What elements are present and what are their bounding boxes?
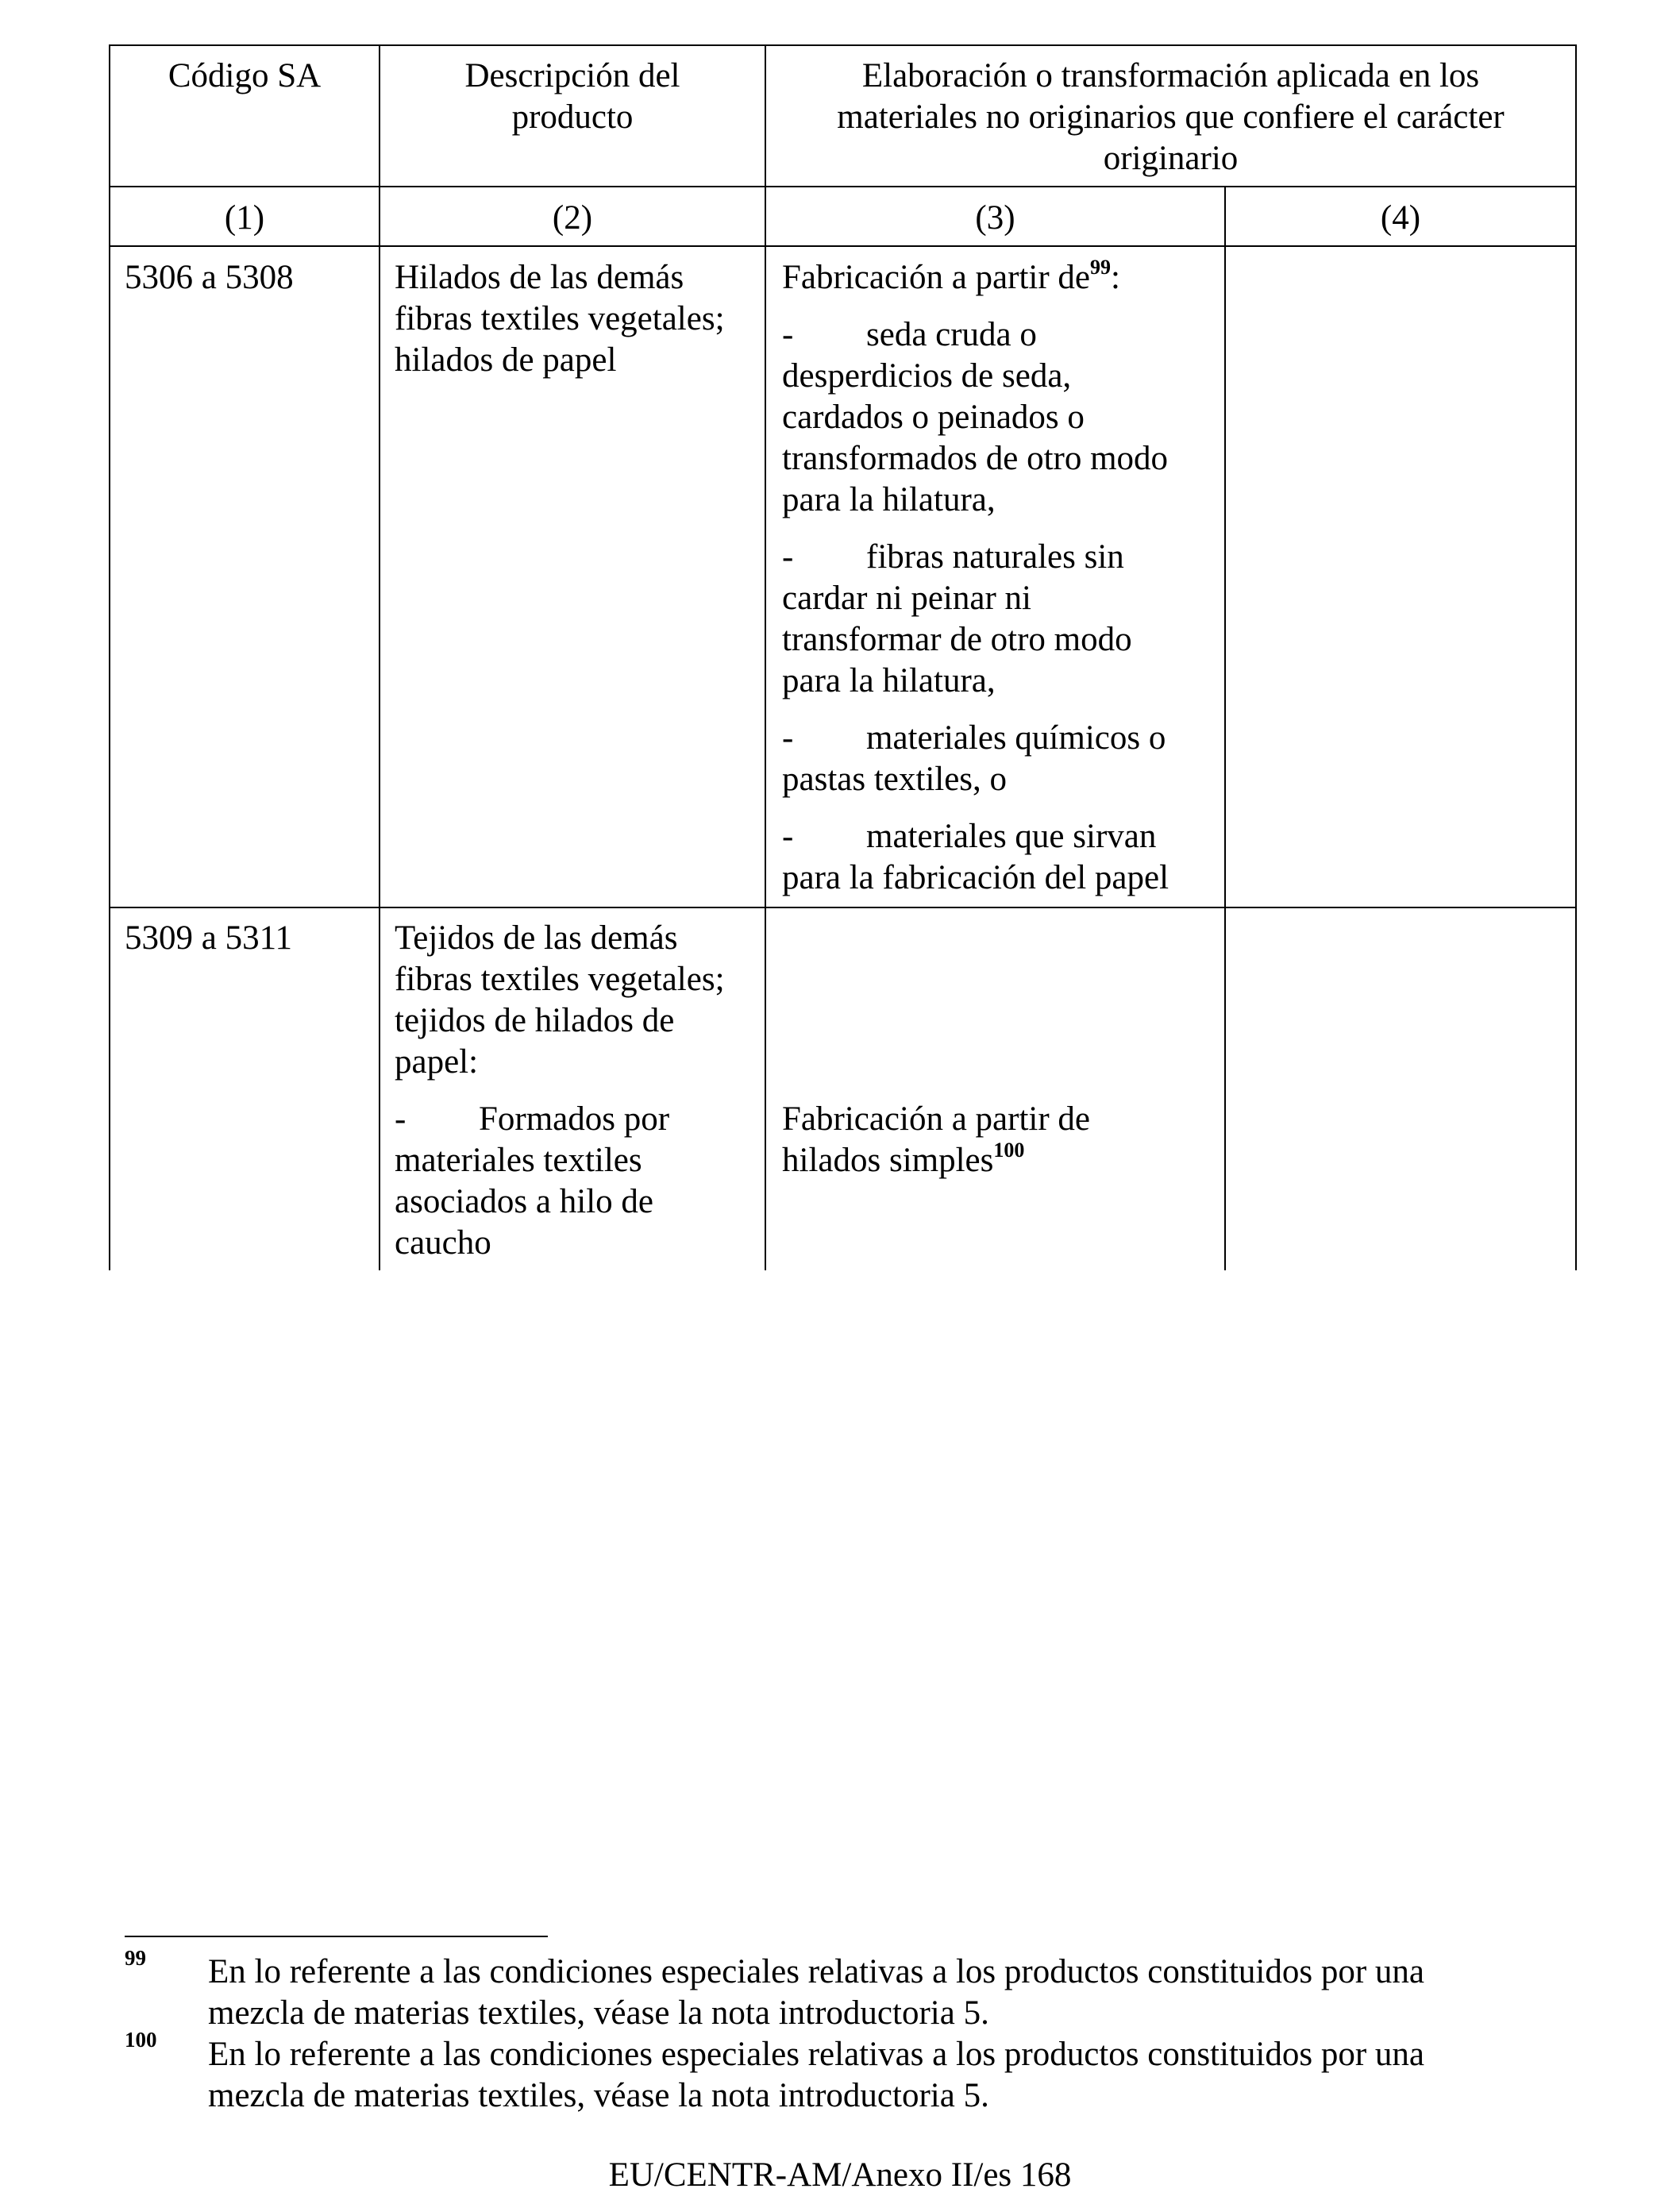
dash-marker: - [782, 538, 794, 576]
row1-desc-line2: fibras textiles vegetales; [395, 300, 725, 337]
row2-desc-line4: papel: [395, 1043, 479, 1081]
row2-rule-line2-wrap [782, 1140, 1090, 1181]
footnote-separator [125, 1936, 548, 1937]
header-col1-text: Código SA [168, 57, 322, 94]
row2-description [395, 918, 725, 1264]
col3-col4-divider [1224, 186, 1226, 1270]
row1-rule-intro-colon: : [1111, 259, 1120, 296]
footnote-99-line2: mezcla de materias textiles, véase la nota introductoria 5. [208, 1994, 989, 2032]
dash-marker: - [782, 818, 794, 855]
dash-marker: - [395, 1100, 407, 1138]
footnote-100-line1: En lo referente a las condiciones especiales relativas a los productos constituidos por una [208, 2036, 1424, 2073]
header-col3-line1: Elaboración o transformación aplicada en los [861, 57, 1480, 94]
footnote-100-number: 100 [125, 2028, 157, 2052]
row1-rule-item4-line2: para la fabricación del papel [782, 859, 1169, 896]
row1-rule-item-4 [782, 816, 1169, 899]
row1-description [395, 257, 725, 381]
row1-rule-item4-first: materiales que sirvan [866, 818, 1157, 855]
row1-rule [782, 257, 1169, 899]
row1-rule-item2-first: fibras naturales sin [866, 538, 1124, 576]
row1-rule-item1-line2: desperdicios de seda, [782, 357, 1072, 395]
row1-rule-item-2 [782, 537, 1169, 702]
row2-rule-line1: Fabricación a partir de [782, 1100, 1091, 1138]
row2-desc-line2: fibras textiles vegetales; [395, 961, 725, 998]
footnote-100-text [208, 2034, 1424, 2117]
row2-rule-line2: hilados simples [782, 1142, 994, 1179]
row1-rule-intro [782, 257, 1169, 299]
row1-desc-line3: hilados de papel [395, 341, 617, 379]
row1-rule-item1-line4: transformados de otro modo [782, 440, 1169, 477]
row1-bottom-border [109, 907, 1577, 908]
dash-marker: - [782, 316, 794, 353]
row1-rule-item1-line5: para la hilatura, [782, 481, 996, 518]
dash-marker: - [782, 719, 794, 757]
header-descripcion [380, 56, 765, 138]
footnote-100-line2: mezcla de materias textiles, véase la nota introductoria 5. [208, 2077, 989, 2114]
row2-sub-first: Formados por [479, 1100, 670, 1138]
row1-rule-item2-line4: para la hilatura, [782, 662, 996, 699]
col-number-4: (4) [1380, 199, 1421, 237]
header-bottom-border [109, 186, 1577, 187]
table-right-border [1575, 44, 1577, 1270]
page-footer: EU/CENTR-AM/Anexo II/es 168 [608, 2156, 1072, 2194]
row1-rule-item3-first: materiales químicos o [866, 719, 1166, 757]
row1-rule-item2-line3: transformar de otro modo [782, 621, 1132, 658]
row1-rule-intro-text: Fabricación a partir de [782, 259, 1091, 296]
col-number-1: (1) [224, 199, 265, 237]
row2-rule [782, 1099, 1090, 1181]
row1-rule-item1-first: seda cruda o [866, 316, 1037, 353]
footnote-99-line1: En lo referente a las condiciones especiales relativas a los productos constituidos por una [208, 1953, 1424, 1990]
header-elaboracion [766, 56, 1575, 179]
footnote-ref-99[interactable]: 99 [1090, 256, 1112, 279]
row1-rule-item2-line2: cardar ni peinar ni [782, 580, 1031, 617]
numbers-bottom-border [109, 245, 1577, 247]
row1-code: 5306 a 5308 [125, 259, 294, 296]
row2-code: 5309 a 5311 [125, 919, 292, 957]
header-col2-line1: Descripción del [464, 57, 680, 94]
header-col3-line2: materiales no originarios que confiere el carácter [837, 98, 1505, 136]
row2-desc-line3: tejidos de hilados de [395, 1002, 675, 1039]
footnote-99-number: 99 [125, 1946, 146, 1970]
row2-sub-line4: caucho [395, 1224, 491, 1262]
col-number-2: (2) [552, 199, 593, 237]
footnote-99-text [208, 1952, 1424, 2034]
row2-desc-line1: Tejidos de las demás [395, 919, 678, 957]
footnote-ref-100[interactable]: 100 [993, 1139, 1025, 1162]
row2-sub-item [395, 1099, 725, 1264]
row2-sub-line2: materiales textiles [395, 1142, 642, 1179]
col-number-3: (3) [975, 199, 1015, 237]
row1-desc-line1: Hilados de las demás [395, 259, 684, 296]
header-codigo-sa [110, 56, 379, 97]
row2-sub-line3: asociados a hilo de [395, 1183, 653, 1220]
row1-rule-item-1 [782, 314, 1169, 521]
header-col2-line2: producto [511, 98, 634, 136]
header-col3-line3: originario [1103, 140, 1239, 177]
row1-rule-item1-line3: cardados o peinados o [782, 399, 1085, 436]
row1-rule-item3-line2: pastas textiles, o [782, 761, 1008, 798]
table-top-border [109, 44, 1577, 46]
row1-rule-item-3 [782, 718, 1169, 800]
